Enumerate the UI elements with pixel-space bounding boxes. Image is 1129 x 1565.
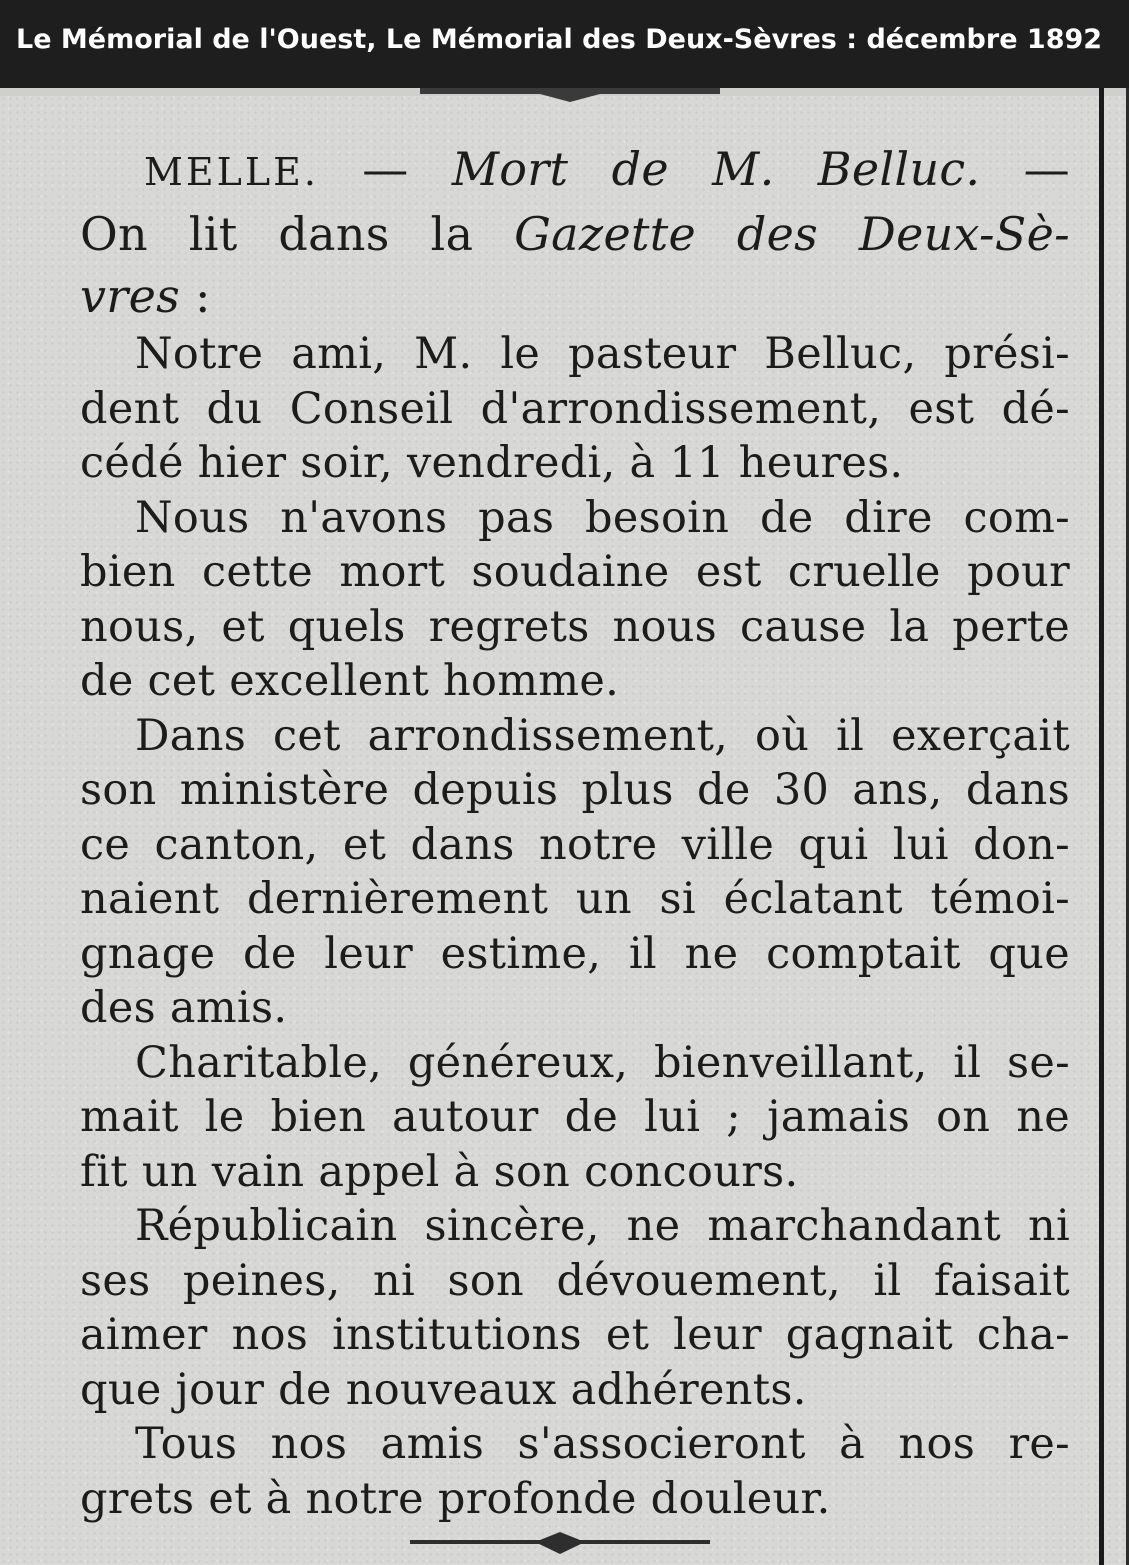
- paragraph-line: cédé hier soir, vendredi, à 11 heures.: [80, 438, 904, 488]
- article-paragraph: [80, 1199, 1070, 1417]
- top-ornament-rule: [420, 88, 720, 102]
- paragraph-line: gnage de leur estime, il ne comptait que: [80, 928, 1070, 979]
- article-body: [80, 138, 1070, 1526]
- paragraph-line: Notre ami, M. le pasteur Belluc, prési-: [135, 329, 1070, 379]
- paragraph-line: naient dernièrement un si éclatant témoi-: [80, 874, 1070, 924]
- heading-line-1: [80, 138, 1070, 203]
- article-paragraph: [80, 1036, 1070, 1200]
- paragraph-line: mait le bien autour de lui ; jamais on ne: [80, 1092, 1070, 1142]
- article-paragraph: [80, 327, 1070, 491]
- paragraph-line: Tous nos amis s'associeront à nos re-: [135, 1419, 1070, 1469]
- paragraph-line: Charitable, généreux, bienveillant, il se-: [135, 1037, 1070, 1088]
- article-heading: [80, 138, 1070, 327]
- heading-dash-2: —: [1023, 142, 1070, 196]
- paragraph-line: bien cette mort soudaine est cruelle pour: [80, 547, 1070, 597]
- paragraph-line: des amis.: [80, 983, 288, 1033]
- heading-dash-1: —: [362, 142, 409, 196]
- heading-colon: :: [180, 269, 211, 323]
- paragraph-line: aimer nos institutions et leur gagnait cha-: [80, 1310, 1070, 1360]
- paragraph-line: de cet excellent homme.: [80, 656, 620, 706]
- heading-title: Mort de M. Belluc.: [451, 142, 981, 196]
- article-paragraphs: [80, 327, 1070, 1526]
- paragraph-line: son ministère depuis plus de 30 ans, dans: [80, 765, 1070, 815]
- heading-line-3: [80, 265, 1070, 327]
- paragraph-line: dent du Conseil d'arrondissement, est dé-: [80, 383, 1070, 434]
- article-paragraph: [80, 491, 1070, 709]
- paragraph-line: fit un vain appel à son concours.: [80, 1146, 799, 1197]
- paragraph-line: Républicain sincère, ne marchandant ni: [135, 1201, 1070, 1251]
- bottom-ornament-rule: [410, 1528, 710, 1558]
- article-paragraph: [80, 709, 1070, 1036]
- paragraph-line: Dans cet arrondissement, où il exerçait: [135, 710, 1070, 761]
- heading-source: Gazette des Deux-Sè-: [514, 207, 1070, 261]
- paragraph-line: grets et à notre profonde douleur.: [80, 1473, 831, 1524]
- column-rule: [1099, 88, 1104, 1565]
- heading-intro: On lit dans la: [80, 207, 474, 261]
- heading-source-end: vres: [80, 269, 181, 323]
- newspaper-scan: [0, 88, 1129, 1565]
- paragraph-line: Nous n'avons pas besoin de dire com-: [135, 492, 1070, 543]
- window-title: Le Mémorial de l'Ouest, Le Mémorial des Deux-Sèvres : décembre 1892: [0, 0, 1129, 88]
- article-paragraph: [80, 1417, 1070, 1526]
- paragraph-line: nous, et quels regrets nous cause la perte: [80, 601, 1070, 652]
- paragraph-line: ce canton, et dans notre ville qui lui don-: [80, 819, 1070, 870]
- heading-line-2: [80, 203, 1070, 265]
- paragraph-line: ses peines, ni son dévouement, il faisait: [80, 1255, 1070, 1306]
- paragraph-line: que jour de nouveaux adhérents.: [80, 1364, 807, 1415]
- heading-place: MELLE.: [144, 150, 319, 194]
